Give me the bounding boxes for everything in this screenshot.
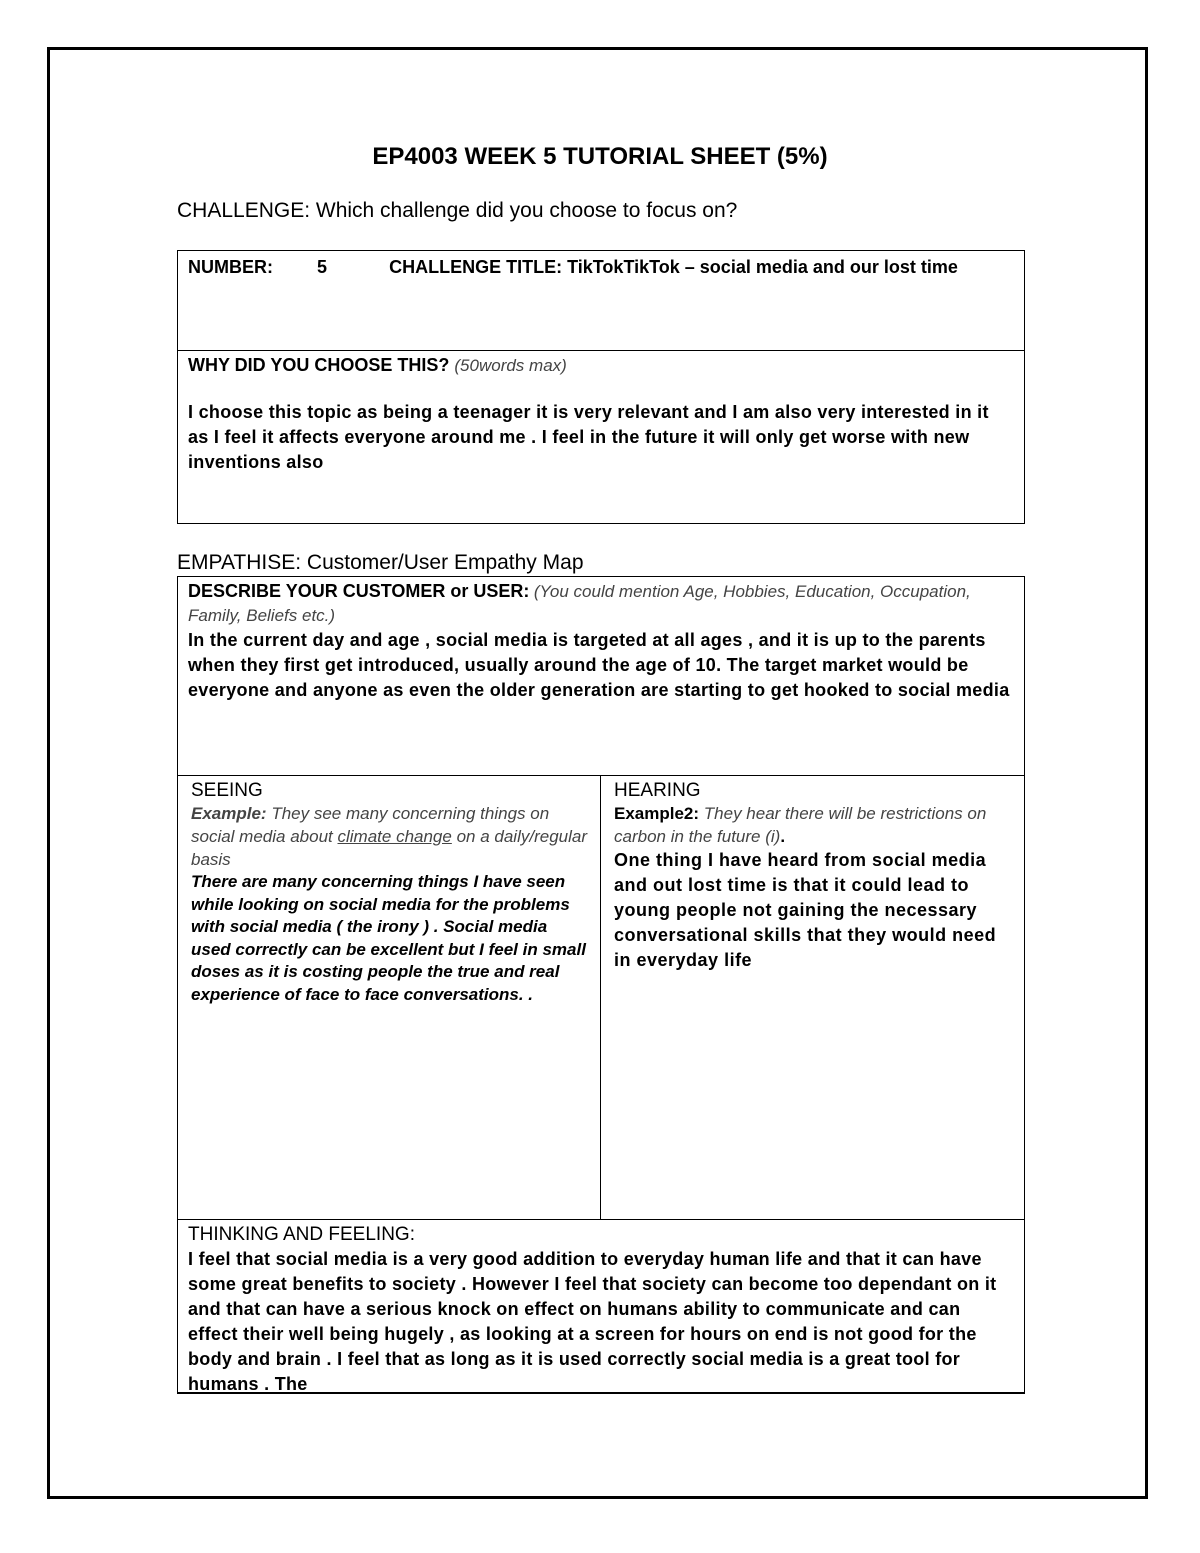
seeing-example-text-2: on a daily/regular basis [191,827,587,869]
seeing-example [191,802,590,871]
hearing-answer: One thing I have heard from social media and out lost time is that it could lead to young people not gaining the necessary conversational skills that they would need in everyday life [614,850,997,970]
challenge-table [177,250,1025,524]
describe-cell [178,577,1024,775]
page-title: EP4003 WEEK 5 TUTORIAL SHEET (5%) [372,143,828,170]
why-hint: (50words max) [454,356,567,375]
thinking-feeling-cell [178,1219,1024,1397]
hearing-example-end: . [780,827,786,846]
hearing-cell [601,776,1024,1219]
hearing-example-label: Example2: [614,804,700,823]
empathy-map-table [177,576,1025,1394]
describe-hint: (You could mention Age, Hobbies, Education, Occupation, Family, Beliefs etc.) [188,582,971,625]
hearing-example [614,802,1014,848]
number-value: 5 [317,257,328,277]
thinking-label: THINKING AND FEELING: [188,1224,415,1245]
seeing-label: SEEING [191,780,263,801]
seeing-example-label: Example: [191,804,267,823]
describe-label: DESCRIBE YOUR CUSTOMER or USER: [188,581,530,601]
why-cell [178,350,1024,524]
challenge-title-label: CHALLENGE TITLE: [389,257,563,277]
seeing-cell [178,776,601,1219]
seeing-hearing-row [178,775,1024,1219]
seeing-example-text-1: They see many concerning things on social media about [191,804,550,846]
seeing-answer: There are many concerning things I have seen while looking on social media for the problems with social media ( the irony ) . Social media used correctly can be excellent but I feel in small doses as it is costing people the true and real experience of face to face conversations. . [191,872,586,1004]
challenge-heading: CHALLENGE: Which challenge did you choose to focus on? [177,199,738,222]
why-label: WHY DID YOU CHOOSE THIS? [188,355,450,375]
challenge-number-cell [178,251,1024,350]
empathise-heading: EMPATHISE: Customer/User Empathy Map [177,551,584,574]
challenge-title-value: TikTokTikTok – social media and our lost time [567,257,958,277]
climate-change-link[interactable]: climate change [337,827,452,846]
hearing-label: HEARING [614,780,701,801]
describe-answer: In the current day and age , social media is targeted at all ages , and it is up to the parents when they first get introduced, usually around the age of 10. The target market would be everyone and anyone as even the older generation are starting to get hooked to social media [188,630,1010,700]
why-answer: I choose this topic as being a teenager it is very relevant and I am also very interested in it as I feel it affects everyone around me . I feel in the future it will only get worse with new inventions also [188,402,989,472]
number-label: NUMBER: [188,257,273,277]
thinking-answer: I feel that social media is a very good addition to everyday human life and that it can have some great benefits to society . However I feel that society can become too dependant on it and that can have a serious knock on effect on humans ability to communicate and can effect their well being hugely , as looking at a screen for hours on end is not good for the body and brain . I feel that as long as it is used correctly social media is a great tool for humans . The [188,1249,997,1394]
hearing-example-text: They hear there will be restrictions on carbon in the future (i) [614,804,987,846]
